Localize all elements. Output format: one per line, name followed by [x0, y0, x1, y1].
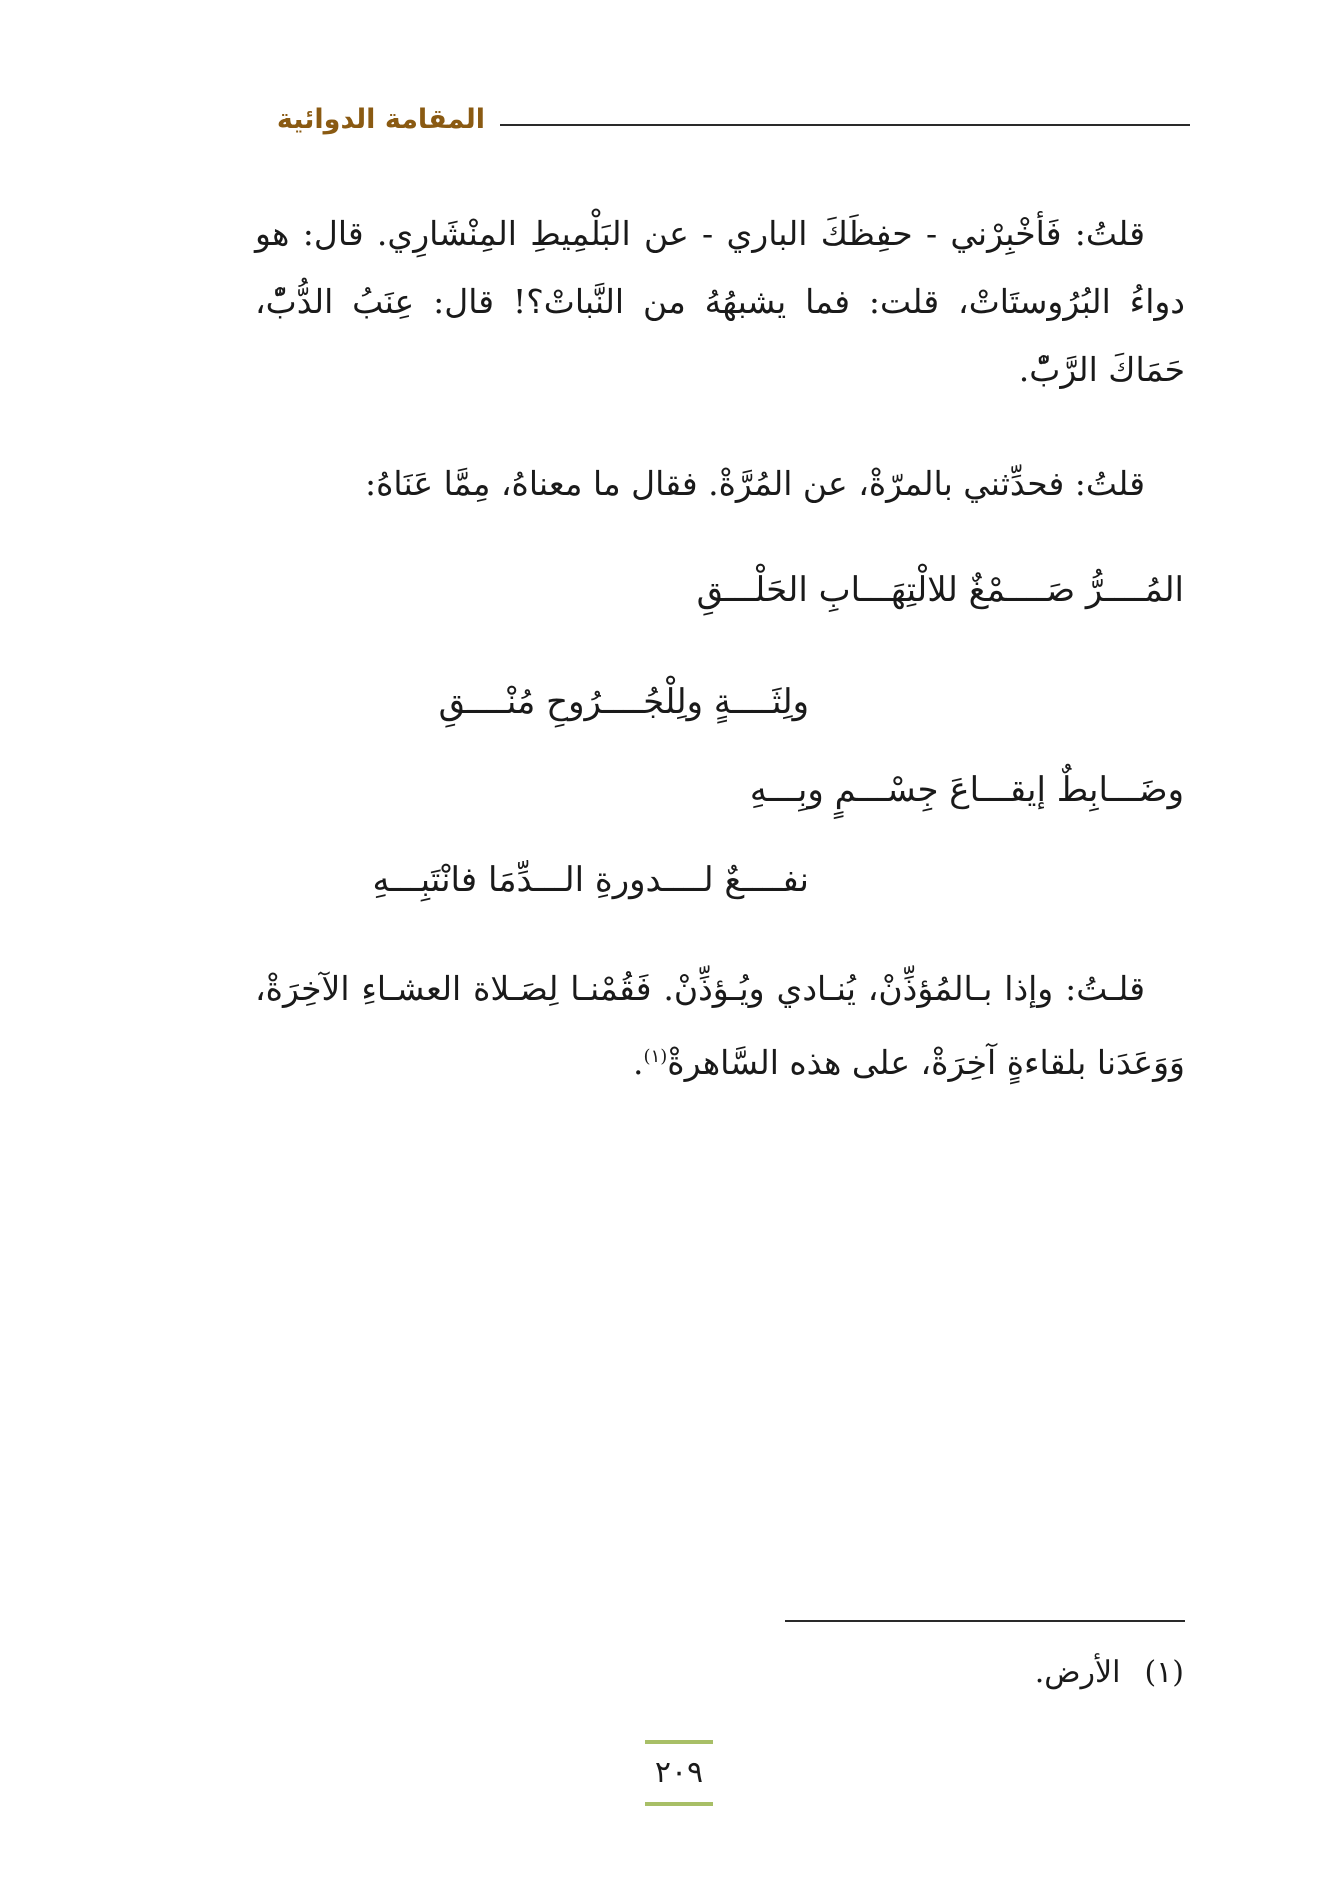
footnote-rule	[785, 1620, 1185, 1622]
paragraph-2: قلتُ: فحدِّثني بالمرّةْ، عن المُرَّةْ. فقال ما معناهُ، مِمَّا عَنَاهُ:	[365, 464, 1145, 503]
paragraph-3	[255, 955, 1185, 1097]
verse-line-2: ولِثَــــةٍ ولِلْجُــــرُوحِ مُنْــــقِ	[438, 682, 809, 722]
paragraph-3-text: قلـتُ: وإذا بـالمُؤذِّنْ، يُنـادي ويُـؤذِّنْ. فَقُمْنـا لِصَـلاة العشـاءِ الآخِرَةْ، وَوَعَدَنا بلقاءةٍ آخِرَةْ، على هذه السَّاهرةْ	[255, 969, 1185, 1082]
paragraph-1: قلتُ: فَأخْبِرْني - حفِظَكَ الباري - عن البَلْمِيطِ المِنْشَارِي. قال: هو دواءُ البُرُوستَاتْ، قلت: فما يشبهُهُ من النَّباتْ؟! قال: عِنَبُ الدُّبّْ، حَمَاكَ الرَّبّْ.	[255, 214, 1185, 389]
page-number-rule-bottom	[645, 1802, 713, 1806]
header-rule	[500, 124, 1190, 126]
page-header	[250, 104, 1190, 144]
running-header-title: المقامة الدوائية	[276, 104, 485, 135]
page-number: ٢٠٩	[654, 1755, 704, 1790]
verse-line-1: المُــــرُّ صَــــمْغٌ للالْتِهَـــابِ الحَلْـــقِ	[696, 570, 1184, 610]
page-number-block	[645, 1740, 713, 1806]
footnote-marker: (١)	[1144, 1655, 1184, 1690]
footnote-text: الأرض.	[1034, 1655, 1121, 1690]
verse-line-4: نفــــعٌ لــــدورةِ الـــدِّمَا فانْتَبِـــهِ	[372, 860, 809, 900]
verse-line-3: وضَـــابِطٌ إيقـــاعَ جِسْـــمٍ وبِـــهِ	[749, 770, 1184, 810]
footnote-reference: (١)	[643, 1046, 668, 1067]
paragraph-3-end: .	[633, 1043, 644, 1082]
footnote	[1035, 1655, 1184, 1690]
